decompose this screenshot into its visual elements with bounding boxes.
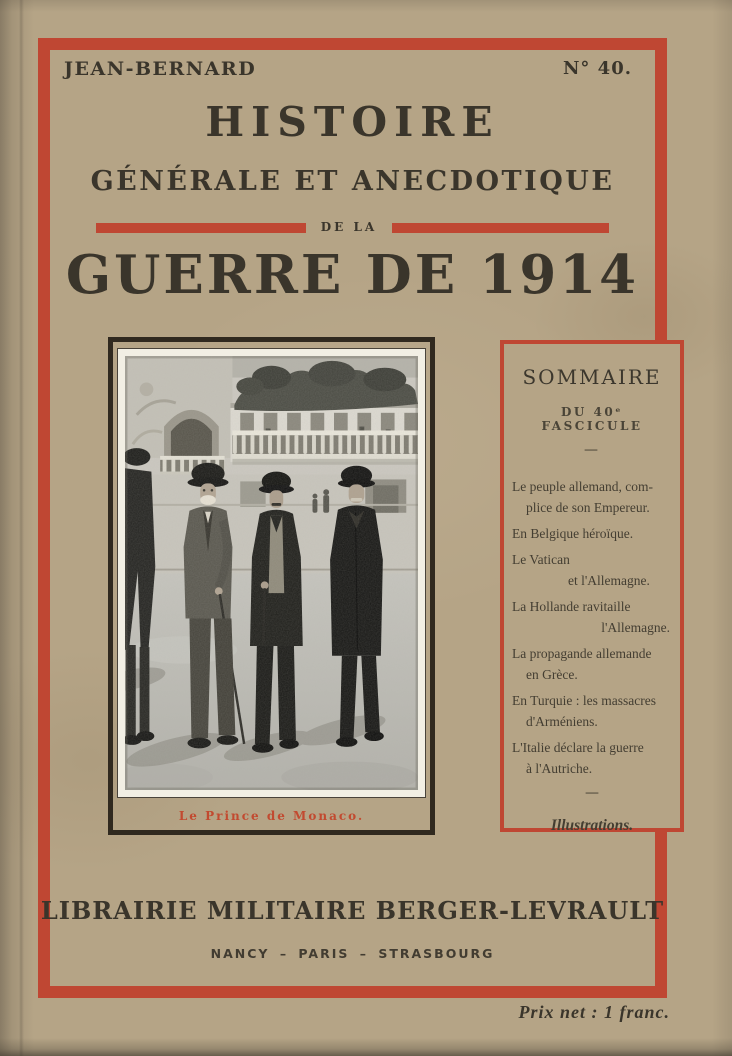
publisher-name: LIBRAIRIE MILITAIRE BERGER-LEVRAULT bbox=[40, 896, 665, 925]
divider-bar-left bbox=[96, 223, 306, 233]
photo-caption: Le Prince de Monaco. bbox=[178, 809, 365, 823]
sommaire-item-line: et l'Allemagne. bbox=[568, 573, 650, 588]
sommaire-subheading: DU 40ᵉ FASCICULE bbox=[541, 405, 643, 433]
sommaire-item bbox=[512, 643, 672, 685]
sommaire-item bbox=[512, 476, 672, 518]
sommaire-item-line: d'Arméniens. bbox=[526, 714, 598, 729]
publisher-cities: NANCY – PARIS – STRASBOURG bbox=[210, 946, 495, 961]
divider-bar-right bbox=[392, 223, 609, 233]
sommaire-item-line: En Belgique héroïque. bbox=[512, 526, 634, 541]
sommaire-item-line: L'Italie déclare la guerre bbox=[512, 740, 644, 755]
sommaire-item-line: l'Allemagne. bbox=[601, 620, 670, 635]
sommaire-box bbox=[500, 340, 684, 832]
sommaire-item-line: à l'Autriche. bbox=[526, 761, 593, 776]
photo-print bbox=[117, 348, 426, 798]
sommaire-item-line: Le peuple allemand, com- bbox=[512, 479, 653, 494]
sommaire-heading: SOMMAIRE bbox=[522, 365, 662, 389]
photo-frame bbox=[108, 337, 435, 835]
sommaire-item-line: En Turquie : les massacres bbox=[512, 693, 656, 708]
issue-number: N° 40. bbox=[562, 58, 632, 79]
sommaire-item-line: La Hollande ravitaille bbox=[512, 599, 631, 614]
sommaire-divider: — bbox=[584, 442, 600, 458]
sommaire-item-line: plice de son Empereur. bbox=[526, 500, 650, 515]
divider-label: DE LA bbox=[320, 220, 378, 234]
sommaire-item-line: La propagande allemande bbox=[512, 646, 652, 661]
sommaire-item bbox=[512, 523, 672, 544]
sommaire-footer-divider: — bbox=[585, 785, 599, 801]
sommaire-item bbox=[512, 690, 672, 732]
sommaire-item-line: en Grèce. bbox=[526, 667, 578, 682]
cover-photo bbox=[125, 356, 418, 790]
title-line-histoire: HISTOIRE bbox=[205, 98, 500, 146]
sommaire-item bbox=[512, 596, 672, 638]
title-line-guerre: GUERRE DE 1914 bbox=[65, 244, 640, 306]
title-line-generale: GÉNÉRALE ET ANECDOTIQUE bbox=[90, 166, 615, 197]
sommaire-list bbox=[512, 476, 672, 779]
sommaire-item bbox=[512, 549, 672, 591]
author-name: JEAN-BERNARD bbox=[64, 58, 257, 80]
sommaire-footer: Illustrations. bbox=[550, 817, 634, 834]
price-note: Prix net : 1 franc. bbox=[518, 1002, 670, 1022]
title-divider bbox=[38, 221, 667, 235]
sommaire-item-line: Le Vatican bbox=[512, 552, 570, 567]
sommaire-item bbox=[512, 737, 672, 779]
